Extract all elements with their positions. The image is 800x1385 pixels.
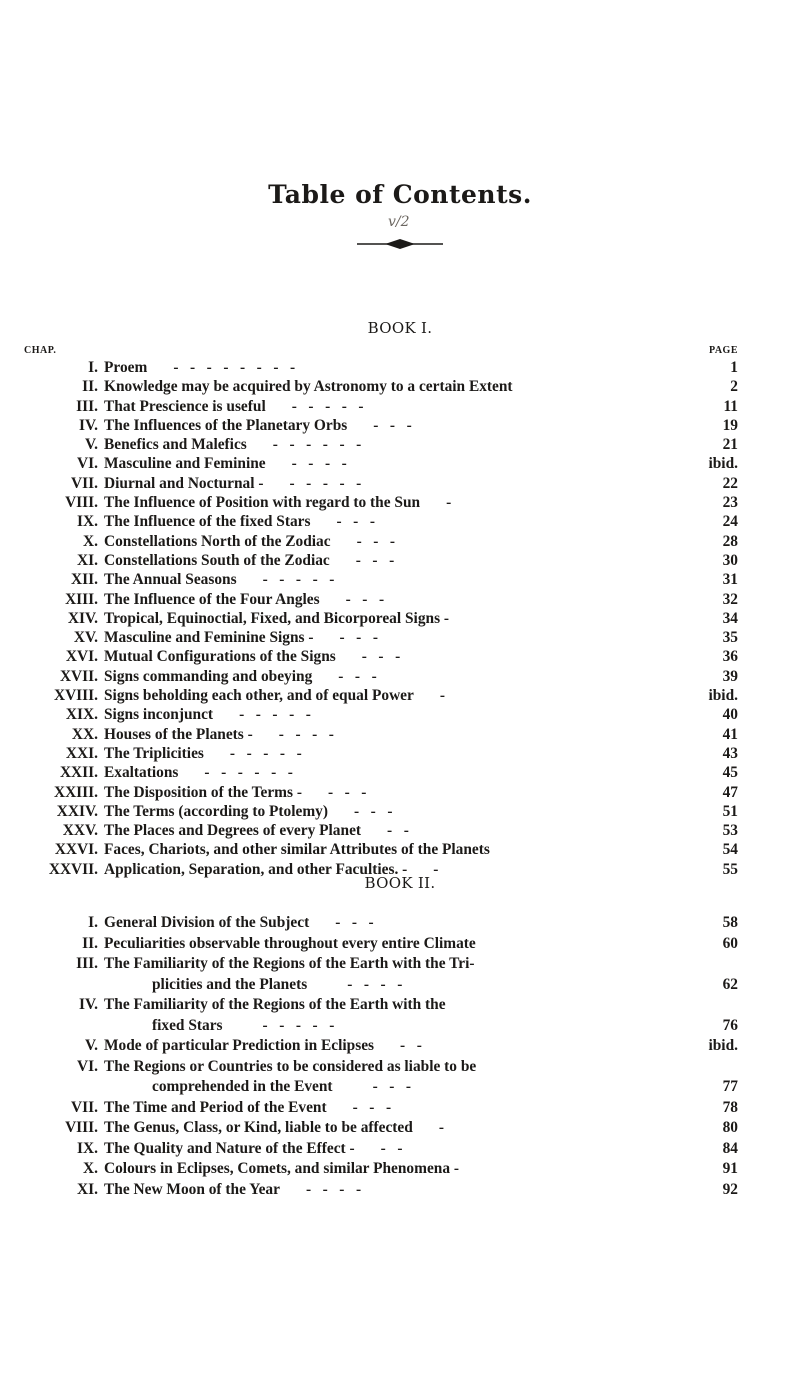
chapter-number: VII. [71,474,98,492]
chapter-row [0,647,800,666]
chapter-title [104,609,684,628]
dot-leader: - - - - - [239,706,311,724]
chapter-title-text: Signs inconjunct [104,706,214,724]
page-title: Table of Contents. [268,180,532,209]
chapter-title [104,821,684,840]
chapter-title-text: General Division of the Subject [104,914,310,931]
chapter-title-continuation [104,1016,684,1037]
chapter-title [104,628,684,647]
chapter-title-text: The Terms (according to Ptolemy) [104,802,328,820]
chapter-row [0,913,800,934]
page-number: 91 [722,1160,738,1177]
page-number: 39 [722,667,738,685]
chapter-number: X. [83,1160,98,1177]
chapter-title-text: The Influence of Position with regard to the Sun [104,494,421,512]
page-number: 35 [722,629,738,647]
chapter-title [104,590,684,609]
page-column-header: PAGE [708,345,738,356]
chapter-number: XVIII. [53,687,98,705]
chapter-title [104,802,684,821]
chapter-row [0,493,800,512]
chapter-row [0,705,800,724]
chapter-title-text: Signs commanding and obeying [104,667,313,685]
chapter-title-text: The Influences of the Planetary Orbs [104,416,348,434]
chapter-title [104,686,684,705]
chapter-row [0,821,800,840]
chapter-number: VIII. [65,494,98,512]
chapter-row [0,454,800,473]
page-number: 22 [722,474,738,492]
chapter-number: I. [88,914,98,931]
chapter-title [104,705,684,724]
chapter-title [104,783,684,802]
chapter-title [104,397,684,416]
chapter-title-text: The Disposition of the Terms - [104,783,302,801]
chapter-title-text: The Influence of the fixed Stars [104,513,311,531]
page-number: 32 [722,590,738,608]
chapter-row [0,551,800,570]
page-number: 30 [722,551,738,569]
chapter-number: IV. [79,996,98,1013]
dot-leader: - - [387,822,409,840]
chapter-number: XXIV. [56,802,98,820]
chapter-number: VII. [71,1098,98,1116]
chapter-title-text: Masculine and Feminine [104,455,266,473]
chapter-number: XXVI. [54,841,98,859]
chapter-row [0,1180,800,1201]
dot-leader: - - - [356,532,396,550]
chapter-title [104,1118,684,1139]
chapter-title [104,1139,684,1160]
chapter-number: IV. [79,416,98,434]
chapter-title [104,532,684,551]
chapter-title-text: Diurnal and Nocturnal - [104,474,264,492]
dot-leader: - - - - - [229,744,302,762]
chapter-number: II. [82,934,98,952]
dot-leader: - - - - [291,455,347,473]
chapter-title [104,763,684,782]
chap-column-header: CHAP. [24,345,57,356]
chapter-title-text: Mutual Configurations of the Signs [104,648,336,666]
chapter-title-continuation-text: fixed Stars [152,1016,223,1034]
page-number: 1 [730,359,738,376]
chapter-row [0,377,800,396]
chapter-title-text: The Time and Period of the Event [104,1098,327,1116]
dot-leader: - - - - [347,975,403,993]
chapter-number: XIII. [65,590,98,608]
book2-heading: BOOK II. [364,874,436,892]
chapter-title [104,570,684,589]
chapter-row [0,783,800,802]
chapter-row [0,532,800,551]
chapter-title [104,934,684,955]
chapter-title-text: Masculine and Feminine Signs - [104,629,314,647]
page-number: ibid. [708,455,738,473]
dot-leader: - - - - - - [272,436,362,454]
chapter-row [0,744,800,763]
chapter-row [0,1159,800,1180]
chapter-number: XIX. [65,706,98,724]
page-number: 31 [722,571,738,589]
chapter-title-text: Proem [104,359,148,376]
dot-leader: - - - [353,802,393,820]
chapter-title [104,667,684,686]
chapter-title [104,1098,684,1119]
chapter-row [0,609,800,628]
page-number: 45 [722,764,738,782]
chapter-row [0,590,800,609]
chapter-row [0,435,800,454]
chapter-title-text: Colours in Eclipses, Comets, and similar Phenomena - [104,1160,459,1177]
page-number: 40 [722,706,738,724]
chapter-title-continuation [104,975,684,996]
chapter-title [104,1180,684,1201]
dot-leader: - - - - - [262,571,335,589]
dot-leader: - - - [335,914,374,931]
chapter-title-text: Mode of particular Prediction in Eclipses [104,1037,375,1054]
dot-leader: - - - - - [289,474,362,492]
chapter-title [104,647,684,666]
chapter-number: X. [83,532,98,550]
dot-leader: - - [380,1139,403,1157]
chapter-title-text: Tropical, Equinoctial, Fixed, and Bicorporeal Signs - [104,609,450,627]
dot-leader: - - - - - [262,1016,335,1034]
page-number: ibid. [708,687,738,705]
chapter-row [0,1098,800,1119]
page-number: 62 [722,975,738,993]
page-number: 80 [722,1119,738,1136]
handwritten-annotation: v/2 [388,214,410,230]
chapter-row [0,512,800,531]
dot-leader: - - - - [278,725,334,743]
chapter-row [0,763,800,782]
page-number: 47 [722,783,738,801]
dot-leader: - [438,1119,444,1136]
chapter-number: XXVII. [48,860,98,878]
chapter-number: I. [88,359,98,376]
chapter-title [104,377,684,396]
chapter-title [104,454,684,473]
page-number: 43 [722,744,738,762]
chapter-title [104,435,684,454]
chapter-title-text: Signs beholding each other, and of equal Power [104,687,414,705]
chapter-title-text: The Quality and Nature of the Effect - [104,1139,355,1157]
chapter-number: XVII. [59,667,98,685]
chapter-row [0,1118,800,1139]
page-number: 34 [722,609,738,627]
chapter-row [0,840,800,859]
chapter-title-text: The New Moon of the Year [104,1180,280,1198]
chapter-number: XIV. [67,609,98,627]
chapter-number: V. [85,1037,98,1054]
chapter-row [0,1139,800,1160]
chapter-number: V. [85,436,98,454]
page-number: 76 [722,1016,738,1034]
chapter-row [0,416,800,435]
page-number: 2 [730,378,738,396]
chapter-number: VIII. [65,1119,98,1136]
dot-leader: - [446,494,452,512]
chapter-title-text: The Annual Seasons [104,571,237,589]
page-number: 78 [722,1098,738,1116]
chapter-number: III. [76,397,98,415]
chapter-number: XI. [77,1180,98,1198]
chapter-title-text: Exaltations [104,764,179,782]
chapter-title-continuation-text: comprehended in the Event [152,1078,333,1095]
chapter-row [0,686,800,705]
page-number: 21 [722,436,738,454]
dot-leader: - - - - - - - - [173,359,296,376]
page-number: 24 [722,513,738,531]
chapter-row [0,934,800,955]
chapter-row [0,725,800,744]
page-number: 23 [722,494,738,512]
chapter-number: XI. [77,551,98,569]
dot-leader: - - - [373,416,412,434]
chapter-title-text: Houses of the Planets - [104,725,253,743]
dot-leader: - - - - [305,1180,362,1198]
chapter-row [0,474,800,493]
chapter-number: XV. [73,629,98,647]
dot-leader: - - - - - [291,397,364,415]
chapter-title-text: Benefics and Malefics [104,436,247,454]
chapter-number: IX. [77,1139,98,1157]
book1-heading: BOOK I. [367,319,433,337]
dot-leader: - - - [338,667,377,685]
dot-leader: - [433,860,439,878]
page-number: 36 [722,648,738,666]
chapter-number: XVI. [65,648,98,666]
page-number: 77 [722,1078,738,1095]
dot-leader: - - - [339,629,378,647]
chapter-number: III. [76,955,98,972]
chapter-title [104,995,684,1036]
chapter-title [104,840,684,859]
page-number: 84 [722,1139,738,1157]
dot-leader: - - - [345,590,385,608]
dot-leader: - - [400,1037,422,1054]
chapter-number: XXI. [65,744,98,762]
chapter-title-text: The Places and Degrees of every Planet [104,822,362,840]
page-number: ibid. [708,1037,738,1054]
chapter-title [104,954,684,995]
chapter-title [104,725,684,744]
chapter-title [104,493,684,512]
chapter-row [0,954,800,995]
dot-leader: - [439,687,445,705]
chapter-title [104,1036,684,1057]
dot-leader: - - - [327,783,367,801]
chapter-title [104,744,684,763]
page-number: 51 [722,802,738,820]
chapter-title-text: Knowledge may be acquired by Astronomy to a certain Extent [104,378,513,396]
chapter-title [104,551,684,570]
chapter-title [104,416,684,435]
chapter-title-text: Peculiarities observable throughout every entire Climate [104,934,476,952]
chapter-row [0,667,800,686]
chapter-number: VI. [77,455,98,473]
chapter-number: XX. [71,725,98,743]
chapter-title-text: The Familiarity of the Regions of the Earth with the [104,996,446,1013]
chapter-title-text: Faces, Chariots, and other similar Attributes of the Planets [104,841,490,859]
chapter-title [104,512,684,531]
chapter-row [0,1057,800,1098]
dot-leader: - - - [352,1098,392,1116]
dot-leader: - - - [355,551,395,569]
page-number: 55 [722,860,738,878]
chapter-title-text: Constellations North of the Zodiac [104,532,331,550]
chapter-title-text: That Prescience is useful [104,397,266,415]
page-number: 54 [722,841,738,859]
chapter-row [0,570,800,589]
chapter-row [0,802,800,821]
chapter-title-text: The Influence of the Four Angles [104,590,320,608]
chapter-row [0,995,800,1036]
dot-leader: - - - [361,648,401,666]
chapter-row [0,628,800,647]
chapter-title-text: The Familiarity of the Regions of the Earth with the Tri- [104,955,475,972]
page-number: 11 [723,397,738,415]
chapter-title [104,1159,684,1180]
chapter-number: IX. [77,513,98,531]
chapter-title-text: Application, Separation, and other Faculties. - [104,860,408,878]
page-number: 53 [722,822,738,840]
chapter-number: XII. [71,571,98,589]
chapter-row [0,358,800,377]
page-number: 41 [722,725,738,743]
chapter-title [104,474,684,493]
ornament-rule-icon [355,237,445,251]
chapter-number: XXV. [62,822,98,840]
chapter-number: VI. [77,1057,98,1075]
chapter-title [104,1057,684,1098]
chapter-title [104,358,684,377]
chapter-number: XXII. [59,764,98,782]
page-number: 19 [722,416,738,434]
chapter-title [104,913,684,934]
dot-leader: - - - - - - [204,764,293,782]
page-number: 28 [722,532,738,550]
chapter-title-continuation-text: plicities and the Planets [152,975,308,993]
book2-chapter-list [0,913,800,1200]
chapter-title-text: Constellations South of the Zodiac [104,551,330,569]
dot-leader: - - - [372,1078,412,1095]
chapter-row [0,1036,800,1057]
chapter-title-continuation [104,1077,684,1098]
chapter-number: XXIII. [53,783,98,801]
page-number: 58 [722,914,738,931]
page-number: 92 [722,1180,738,1198]
chapter-title-text: The Genus, Class, or Kind, liable to be affected [104,1119,413,1136]
dot-leader: - - - [336,513,375,531]
book1-chapter-list [0,358,800,879]
chapter-title-text: The Triplicities [104,744,204,762]
chapter-number: II. [82,378,98,396]
chapter-title-text: The Regions or Countries to be considered as liable to be [104,1057,477,1075]
chapter-row [0,397,800,416]
page-number: 60 [722,934,738,952]
